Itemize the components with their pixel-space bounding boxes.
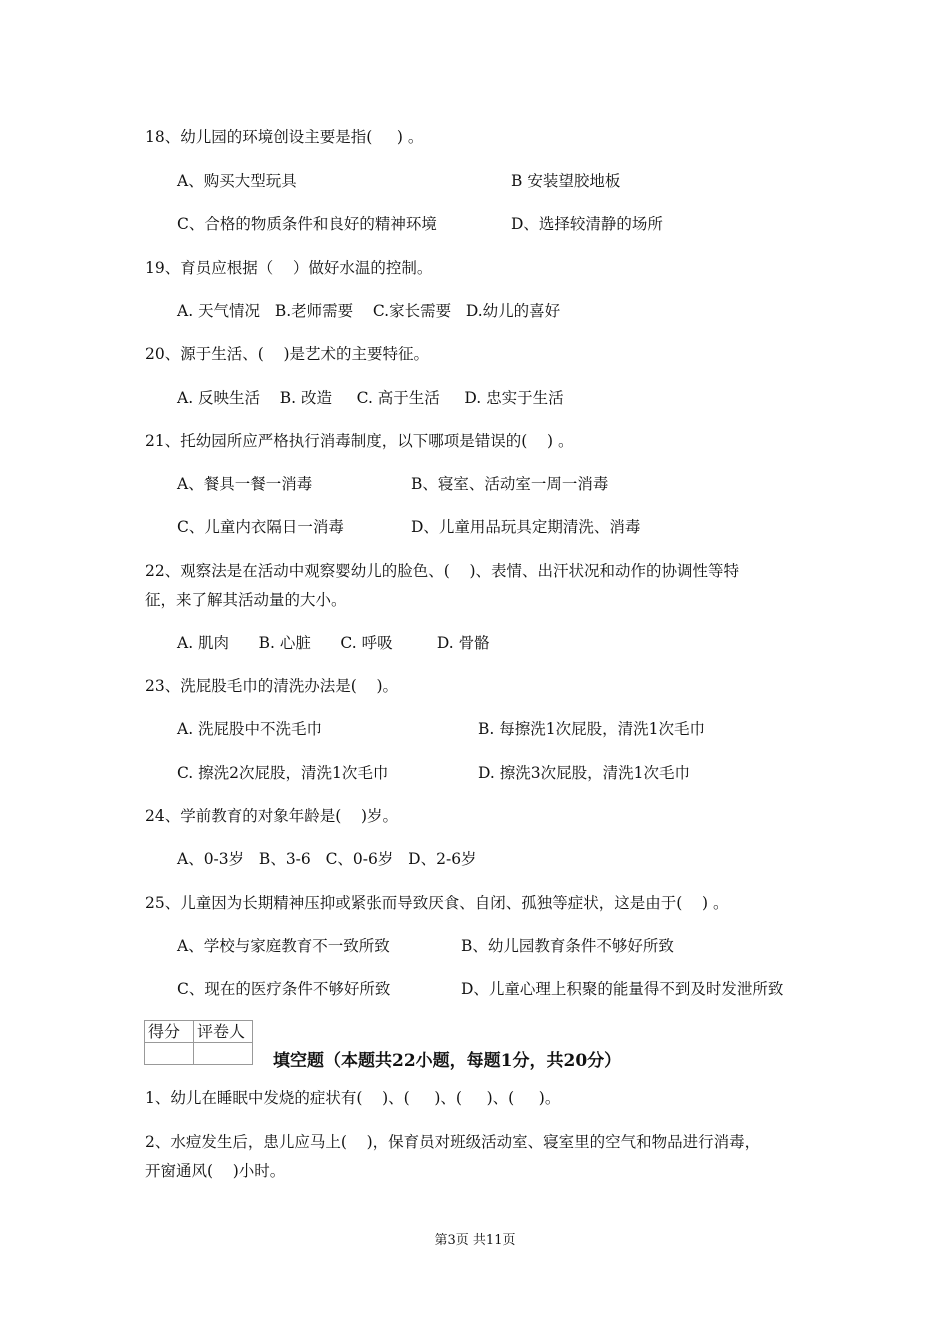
question-18-option-c: C、合格的物质条件和良好的精神环境 xyxy=(177,215,437,233)
question-23-option-a: A. 洗屁股中不洗毛巾 xyxy=(177,720,323,738)
grader-label: 评卷人 xyxy=(194,1021,253,1043)
question-21-stem: 21、托幼园所应严格执行消毒制度，以下哪项是错误的( ) 。 xyxy=(145,432,574,450)
question-24-options: A、0-3岁 B、3-6 C、0-6岁 D、2-6岁 xyxy=(177,850,477,868)
question-25-option-d: D、儿童心理上积聚的能量得不到及时发泄所致 xyxy=(461,980,784,998)
question-18-stem: 18、幼儿园的环境创设主要是指( ) 。 xyxy=(145,128,424,146)
question-20-options: A. 反映生活 B. 改造 C. 高于生活 D. 忠实于生活 xyxy=(177,389,564,407)
question-18-option-b: B 安装望胶地板 xyxy=(511,172,621,190)
question-21-option-a: A、餐具一餐一消毒 xyxy=(177,475,313,493)
fill-question-2-line1: 2、水痘发生后，患儿应马上( )，保育员对班级活动室、寝室里的空气和物品进行消毒， xyxy=(145,1133,761,1151)
page-footer: 第3页 共11页 xyxy=(434,1233,516,1248)
question-23-option-b: B. 每擦洗1次屁股，清洗1次毛巾 xyxy=(478,720,705,738)
question-25-option-a: A、学校与家庭教育不一致所致 xyxy=(177,937,390,955)
fill-question-2-line2: 开窗通风( )小时。 xyxy=(145,1162,286,1180)
score-cell[interactable] xyxy=(145,1043,194,1065)
question-23-option-c: C. 擦洗2次屁股，清洗1次毛巾 xyxy=(177,764,389,782)
question-22-stem-line2: 征，来了解其活动量的大小。 xyxy=(145,591,347,609)
grader-cell[interactable] xyxy=(194,1043,253,1065)
question-22-options: A. 肌肉 B. 心脏 C. 呼吸 D. 骨骼 xyxy=(177,634,490,652)
question-21-option-c: C、儿童内衣隔日一消毒 xyxy=(177,518,344,536)
question-21-option-b: B、寝室、活动室一周一消毒 xyxy=(411,475,609,493)
question-23-stem: 23、洗屁股毛巾的清洗办法是( )。 xyxy=(145,677,399,695)
question-23-option-d: D. 擦洗3次屁股，清洗1次毛巾 xyxy=(478,764,690,782)
question-20-stem: 20、源于生活、( )是艺术的主要特征。 xyxy=(145,345,430,363)
section-title: 填空题（本题共22小题，每题1分，共20分） xyxy=(273,1051,622,1071)
score-table xyxy=(144,1020,253,1065)
question-25-stem: 25、儿童因为长期精神压抑或紧张而导致厌食、自闭、孤独等症状，这是由于( ) 。 xyxy=(145,894,729,912)
question-25-option-c: C、现在的医疗条件不够好所致 xyxy=(177,980,391,998)
question-18-option-d: D、选择较清静的场所 xyxy=(511,215,663,233)
question-19-stem: 19、育员应根据（ ）做好水温的控制。 xyxy=(145,259,433,277)
question-24-stem: 24、学前教育的对象年龄是( )岁。 xyxy=(145,807,399,825)
question-25-option-b: B、幼儿园教育条件不够好所致 xyxy=(461,937,674,955)
score-label: 得分 xyxy=(145,1021,194,1043)
question-21-option-d: D、儿童用品玩具定期清洗、消毒 xyxy=(411,518,641,536)
question-18-option-a: A、购买大型玩具 xyxy=(177,172,297,190)
question-22-stem-line1: 22、观察法是在活动中观察婴幼儿的脸色、( )、表情、出汗状况和动作的协调性等特 xyxy=(145,562,740,580)
question-19-options: A. 天气情况 B.老师需要 C.家长需要 D.幼儿的喜好 xyxy=(177,302,561,320)
fill-question-1: 1、幼儿在睡眠中发烧的症状有( )、( )、( )、( )。 xyxy=(145,1089,561,1107)
